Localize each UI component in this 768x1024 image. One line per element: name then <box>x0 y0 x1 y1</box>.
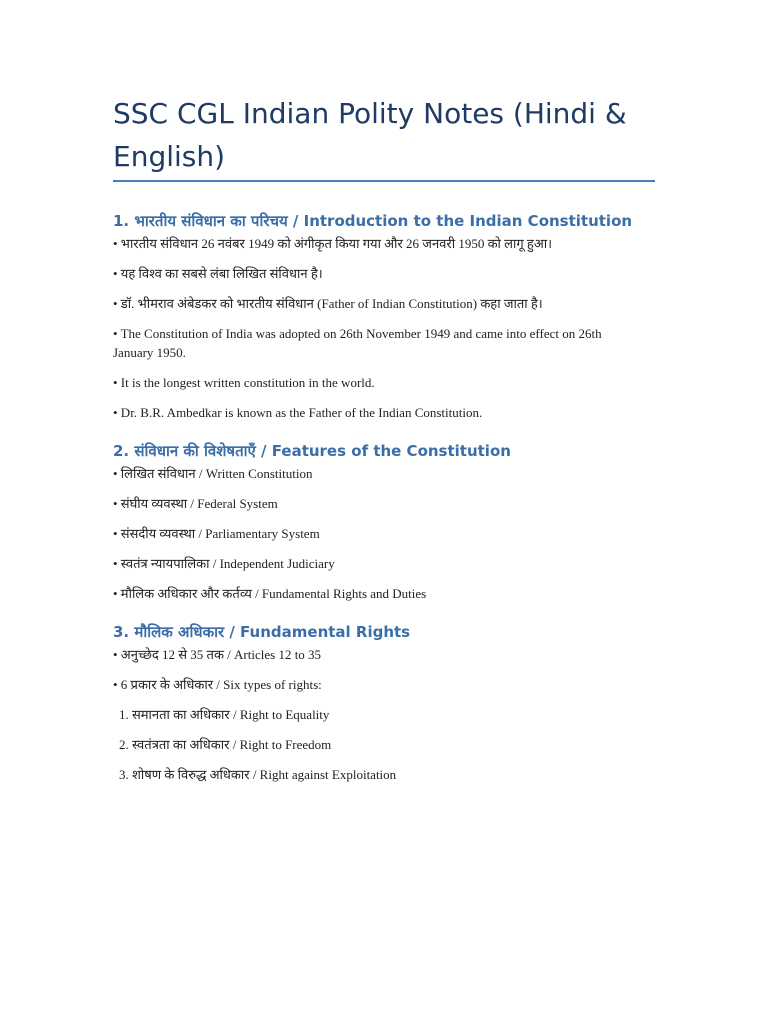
title-divider <box>113 180 655 182</box>
section-heading-fundamental-rights: 3. मौलिक अधिकार / Fundamental Rights <box>113 623 411 641</box>
intro-hindi-longest: • यह विश्व का सबसे लंबा लिखित संविधान है। <box>113 266 323 281</box>
intro-english-longest: • It is the longest written constitution in the world. <box>113 375 375 390</box>
rights-list-item-exploitation: 3. शोषण के विरुद्ध अधिकार / Right against Exploitation <box>119 767 397 782</box>
intro-english-adoption: • The Constitution of India was adopted on 26th November 1949 and came into effect on 26th January 1950. <box>113 326 602 360</box>
document-body <box>113 208 643 795</box>
feature-parliamentary: • संसदीय व्यवस्था / Parliamentary System <box>113 526 320 541</box>
feature-rights-duties: • मौलिक अधिकार और कर्तव्य / Fundamental Rights and Duties <box>113 586 427 601</box>
section-heading-introduction: 1. भारतीय संविधान का परिचय / Introduction to the Indian Constitution <box>113 212 633 230</box>
rights-list-item-freedom: 2. स्वतंत्रता का अधिकार / Right to Freedom <box>119 737 332 752</box>
feature-federal: • संघीय व्यवस्था / Federal System <box>113 496 278 511</box>
document-title: SSC CGL Indian Polity Notes (Hindi & English) <box>113 97 627 173</box>
rights-list-item-equality: 1. समानता का अधिकार / Right to Equality <box>119 707 330 722</box>
intro-hindi-adoption: • भारतीय संविधान 26 नवंबर 1949 को अंगीकृत किया गया और 26 जनवरी 1950 को लागू हुआ। <box>113 236 553 251</box>
rights-articles: • अनुच्छेद 12 से 35 तक / Articles 12 to 35 <box>113 647 322 662</box>
section-heading-features: 2. संविधान की विशेषताएँ / Features of the Constitution <box>113 442 511 460</box>
feature-written: • लिखित संविधान / Written Constitution <box>113 466 313 481</box>
intro-english-ambedkar: • Dr. B.R. Ambedkar is known as the Father of the Indian Constitution. <box>113 405 483 420</box>
feature-judiciary: • स्वतंत्र न्यायपालिका / Independent Judiciary <box>113 556 335 571</box>
intro-hindi-ambedkar: • डॉ. भीमराव अंबेडकर को भारतीय संविधान (Father of Indian Constitution) कहा जाता है। <box>113 296 543 311</box>
rights-types: • 6 प्रकार के अधिकार / Six types of rights: <box>113 677 322 692</box>
